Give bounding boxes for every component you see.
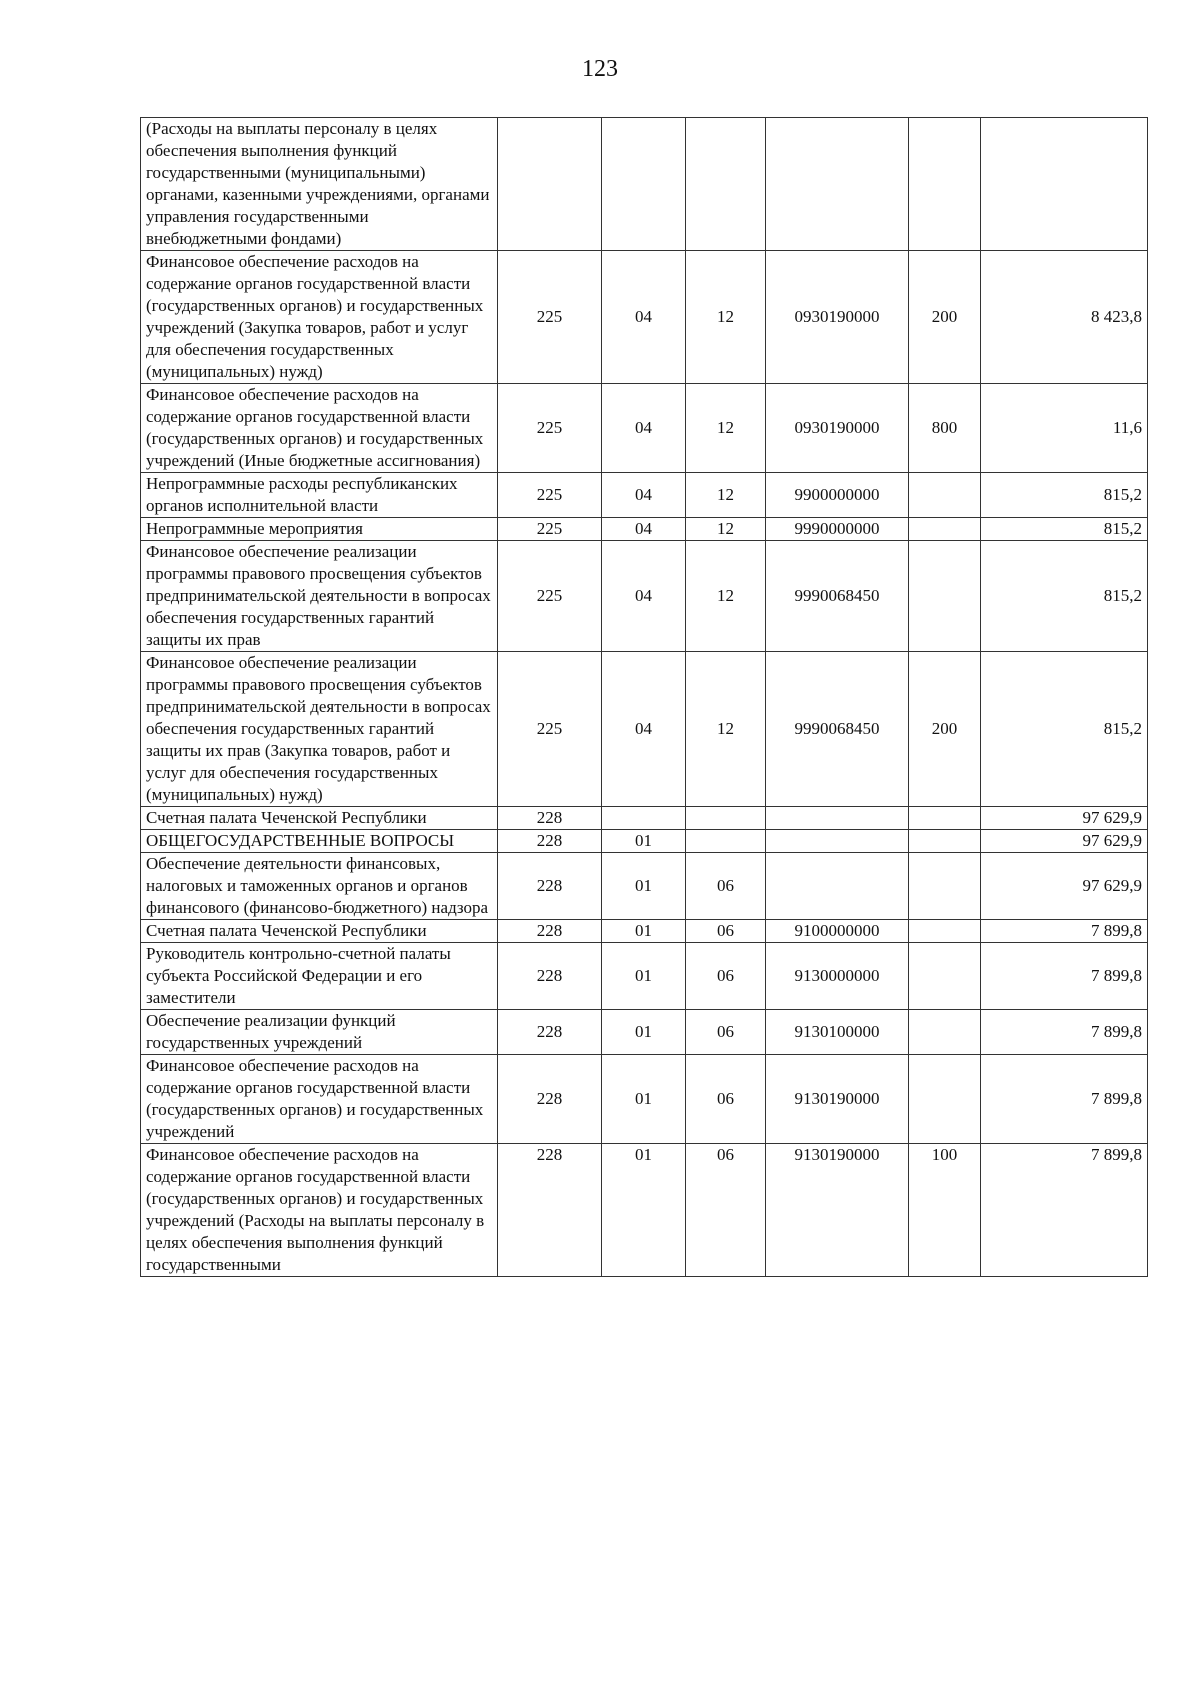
row-expense-type-cell [909,1055,981,1144]
row-section-code-cell: 01 [602,943,686,1010]
row-expense-type-cell [909,541,981,652]
row-section-code-cell [602,118,686,251]
row-expense-type-cell [909,807,981,830]
row-subsection-code-cell: 12 [686,473,766,518]
row-section-code-cell: 04 [602,384,686,473]
row-expense-type-cell [909,518,981,541]
row-expense-type-cell [909,853,981,920]
budget-table [140,117,1148,1277]
row-subsection-code-cell [686,118,766,251]
row-section-code-cell: 04 [602,251,686,384]
row-ministry-code-cell: 228 [498,1010,602,1055]
page-number: 123 [582,56,618,82]
row-subsection-code-cell [686,807,766,830]
row-name-cell: Финансовое обеспечение расходов на содержание органов государственной власти (государственных органов) и государственных учреждений (Закупка товаров, работ и услуг для обеспечения государственных (муниципальных) нужд) [141,251,498,384]
row-ministry-code-cell: 225 [498,541,602,652]
row-target-article-cell: 9130000000 [766,943,909,1010]
row-target-article-cell [766,853,909,920]
row-target-article-cell: 9130100000 [766,1010,909,1055]
table-row [141,830,1148,853]
row-target-article-cell: 9990068450 [766,541,909,652]
row-ministry-code-cell: 225 [498,384,602,473]
row-ministry-code-cell: 225 [498,473,602,518]
row-ministry-code-cell: 228 [498,807,602,830]
row-subsection-code-cell: 12 [686,384,766,473]
row-name-cell: (Расходы на выплаты персоналу в целях обеспечения выполнения функций государственными (муниципальными) органами, казенными учреждениями, органами управления государственными внебюджетными фондами) [141,118,498,251]
row-amount-cell: 7 899,8 [981,1055,1148,1144]
row-ministry-code-cell [498,118,602,251]
row-name-cell: Финансовое обеспечение реализации программы правового просвещения субъектов предпринимательской деятельности в вопросах обеспечения государственных гарантий защиты их прав [141,541,498,652]
row-section-code-cell: 04 [602,541,686,652]
row-section-code-cell: 01 [602,853,686,920]
row-subsection-code-cell: 06 [686,1055,766,1144]
row-target-article-cell: 9100000000 [766,920,909,943]
row-name-cell: Финансовое обеспечение реализации программы правового просвещения субъектов предпринимательской деятельности в вопросах обеспечения государственных гарантий защиты их прав (Закупка товаров, работ и услуг для обеспечения государственных (муниципальных) нужд) [141,652,498,807]
row-amount-cell: 97 629,9 [981,807,1148,830]
table-row [141,807,1148,830]
row-target-article-cell: 9900000000 [766,473,909,518]
row-subsection-code-cell: 12 [686,652,766,807]
row-amount-cell: 97 629,9 [981,853,1148,920]
row-ministry-code-cell: 228 [498,943,602,1010]
row-target-article-cell: 0930190000 [766,384,909,473]
row-expense-type-cell: 200 [909,251,981,384]
table-row [141,518,1148,541]
row-section-code-cell [602,807,686,830]
row-subsection-code-cell: 12 [686,541,766,652]
row-amount-cell: 815,2 [981,541,1148,652]
row-expense-type-cell: 100 [909,1144,981,1277]
row-expense-type-cell [909,118,981,251]
table-row [141,920,1148,943]
row-target-article-cell [766,118,909,251]
row-expense-type-cell: 200 [909,652,981,807]
row-name-cell: Счетная палата Чеченской Республики [141,920,498,943]
row-amount-cell: 815,2 [981,518,1148,541]
row-subsection-code-cell: 06 [686,1010,766,1055]
row-expense-type-cell: 800 [909,384,981,473]
row-target-article-cell: 9130190000 [766,1144,909,1277]
row-amount-cell: 7 899,8 [981,1144,1148,1277]
row-target-article-cell: 0930190000 [766,251,909,384]
row-ministry-code-cell: 225 [498,251,602,384]
row-subsection-code-cell: 12 [686,251,766,384]
row-section-code-cell: 01 [602,1010,686,1055]
table-row [141,118,1148,251]
row-amount-cell: 815,2 [981,652,1148,807]
row-amount-cell: 7 899,8 [981,943,1148,1010]
row-ministry-code-cell: 228 [498,830,602,853]
row-target-article-cell: 9130190000 [766,1055,909,1144]
row-section-code-cell: 01 [602,1055,686,1144]
row-ministry-code-cell: 228 [498,1144,602,1277]
row-target-article-cell: 9990068450 [766,652,909,807]
row-target-article-cell: 9990000000 [766,518,909,541]
row-section-code-cell: 04 [602,473,686,518]
row-subsection-code-cell [686,830,766,853]
row-amount-cell: 815,2 [981,473,1148,518]
row-name-cell: Руководитель контрольно-счетной палаты субъекта Российской Федерации и его заместители [141,943,498,1010]
row-section-code-cell: 04 [602,652,686,807]
row-subsection-code-cell: 06 [686,920,766,943]
row-section-code-cell: 01 [602,1144,686,1277]
table-row [141,1055,1148,1144]
table-row [141,473,1148,518]
row-amount-cell: 8 423,8 [981,251,1148,384]
row-name-cell: Счетная палата Чеченской Республики [141,807,498,830]
row-amount-cell: 11,6 [981,384,1148,473]
row-amount-cell [981,118,1148,251]
row-amount-cell: 97 629,9 [981,830,1148,853]
row-amount-cell: 7 899,8 [981,920,1148,943]
table-row [141,384,1148,473]
row-name-cell: Обеспечение деятельности финансовых, налоговых и таможенных органов и органов финансового (финансово-бюджетного) надзора [141,853,498,920]
row-ministry-code-cell: 228 [498,1055,602,1144]
row-target-article-cell [766,807,909,830]
row-name-cell: ОБЩЕГОСУДАРСТВЕННЫЕ ВОПРОСЫ [141,830,498,853]
row-target-article-cell [766,830,909,853]
row-subsection-code-cell: 06 [686,943,766,1010]
row-ministry-code-cell: 228 [498,853,602,920]
row-subsection-code-cell: 06 [686,853,766,920]
row-amount-cell: 7 899,8 [981,1010,1148,1055]
row-expense-type-cell [909,943,981,1010]
table-row [141,652,1148,807]
table-row [141,853,1148,920]
row-ministry-code-cell: 228 [498,920,602,943]
table-row [141,943,1148,1010]
row-subsection-code-cell: 06 [686,1144,766,1277]
row-name-cell: Финансовое обеспечение расходов на содержание органов государственной власти (государственных органов) и государственных учреждений (Расходы на выплаты персоналу в целях обеспечения выполнения функций государственными [141,1144,498,1277]
row-name-cell: Непрограммные мероприятия [141,518,498,541]
row-expense-type-cell [909,920,981,943]
row-ministry-code-cell: 225 [498,652,602,807]
row-name-cell: Непрограммные расходы республиканских органов исполнительной власти [141,473,498,518]
row-ministry-code-cell: 225 [498,518,602,541]
row-name-cell: Финансовое обеспечение расходов на содержание органов государственной власти (государственных органов) и государственных учреждений [141,1055,498,1144]
row-name-cell: Финансовое обеспечение расходов на содержание органов государственной власти (государственных органов) и государственных учреждений (Иные бюджетные ассигнования) [141,384,498,473]
table-row [141,251,1148,384]
table-row [141,541,1148,652]
row-expense-type-cell [909,1010,981,1055]
row-expense-type-cell [909,473,981,518]
row-section-code-cell: 01 [602,920,686,943]
row-subsection-code-cell: 12 [686,518,766,541]
table-row [141,1144,1148,1277]
row-section-code-cell: 04 [602,518,686,541]
table-row [141,1010,1148,1055]
row-expense-type-cell [909,830,981,853]
row-name-cell: Обеспечение реализации функций государственных учреждений [141,1010,498,1055]
row-section-code-cell: 01 [602,830,686,853]
